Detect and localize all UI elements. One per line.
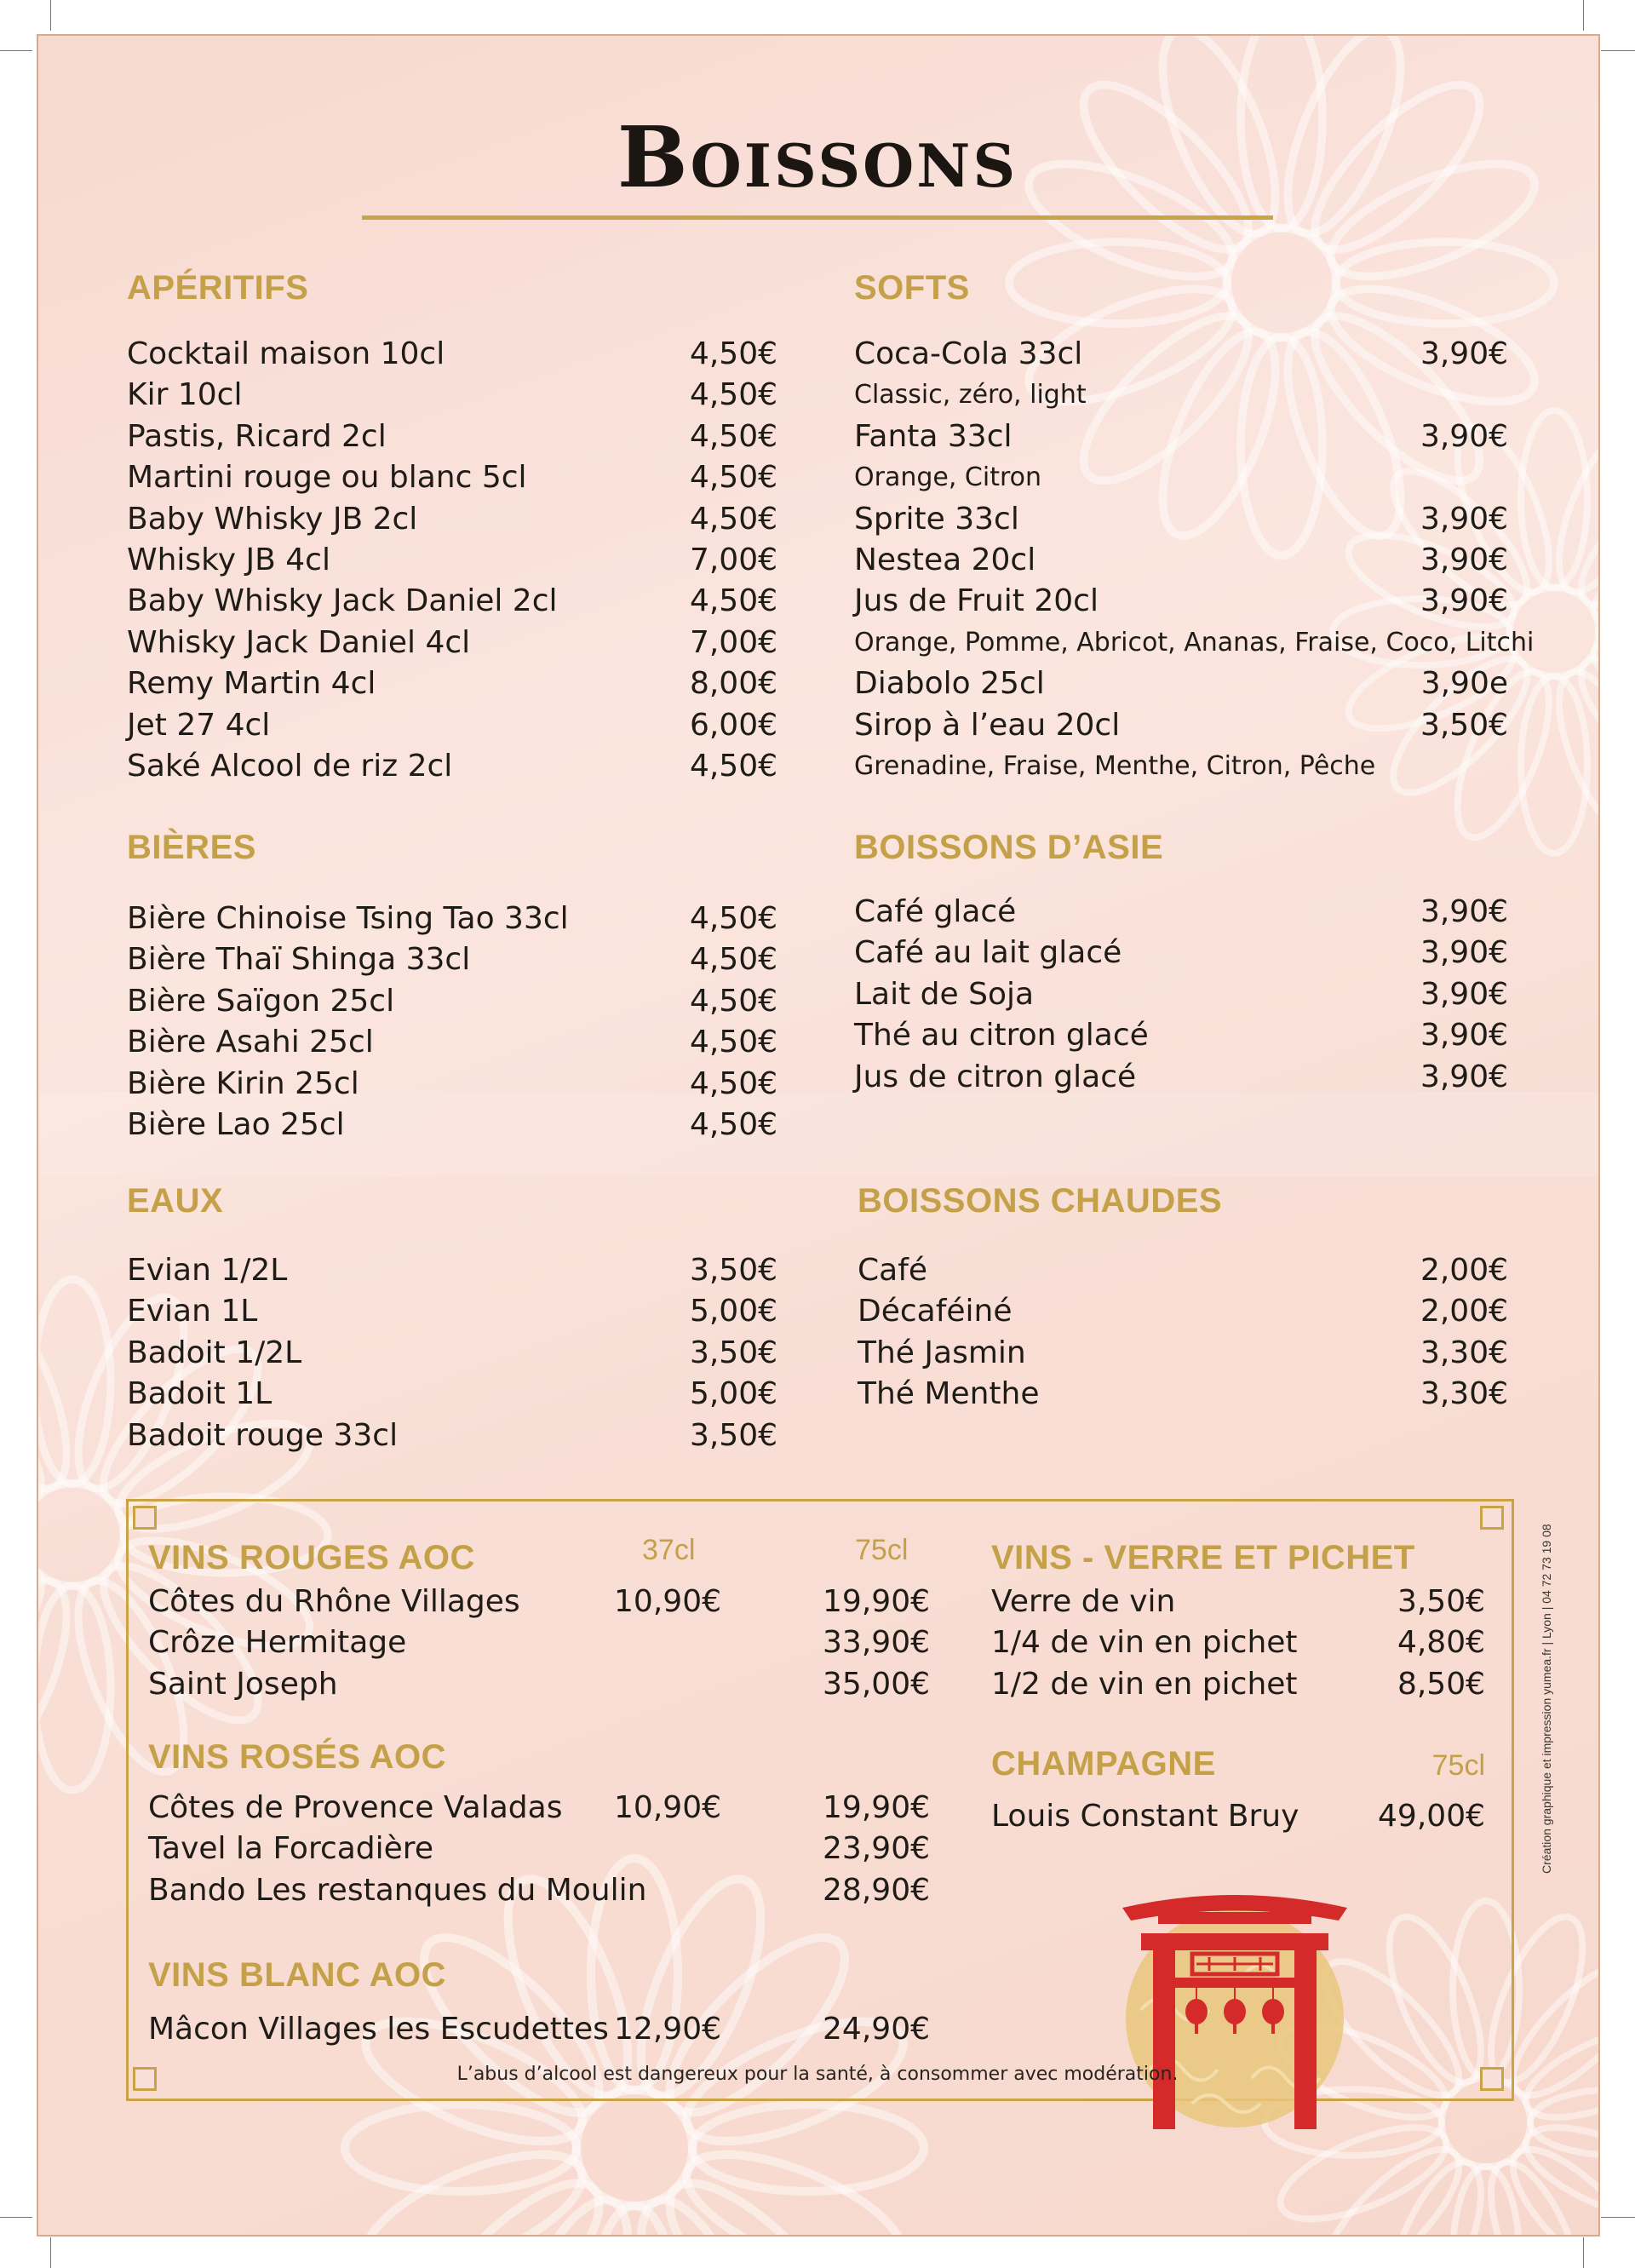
section-title: BIÈRES (127, 829, 256, 866)
item-name: Décaféiné (858, 1294, 1013, 1329)
menu-item (127, 1022, 777, 1063)
menu-item (854, 1015, 1508, 1056)
crop-mark (0, 50, 32, 51)
wine-item (148, 1622, 932, 1663)
item-name: Lait de Soja (854, 976, 1035, 1012)
item-name: 1/4 de vin en pichet (991, 1625, 1298, 1661)
menu-item (127, 899, 777, 939)
item-name: Evian 1/2L (127, 1253, 288, 1288)
item-price: 3,50€ (689, 1253, 777, 1288)
item-price: 5,00€ (689, 1294, 777, 1329)
crop-mark (1601, 2217, 1635, 2218)
price-37cl: 12,90€ (614, 2012, 721, 2047)
menu-item (854, 974, 1508, 1015)
price-75cl: 33,90€ (823, 1625, 930, 1661)
price-75cl: 28,90€ (823, 1872, 930, 1908)
item-name: Whisky JB 4cl (127, 542, 330, 577)
item-price: 2,00€ (1420, 1294, 1508, 1329)
item-name: Diabolo 25cl (854, 666, 1045, 702)
section-boissons-asie (854, 825, 1508, 1098)
menu-item (127, 457, 777, 498)
section-title: BOISSONS CHAUDES (858, 1182, 1223, 1220)
item-name: Orange, Citron (854, 462, 1042, 493)
item-price: 49,00€ (1378, 1799, 1485, 1834)
menu-item (127, 981, 777, 1022)
crop-mark (50, 0, 51, 31)
item-price: 6,00€ (689, 707, 777, 743)
menu-item (127, 1374, 777, 1415)
item-price: 8,00€ (689, 666, 777, 702)
section-softs (854, 266, 1535, 787)
chinese-gate-logo (1116, 1882, 1354, 2138)
menu-item (854, 334, 1508, 375)
menu-item (127, 1105, 777, 1145)
menu-item (854, 705, 1508, 746)
item-price: 4,50€ (689, 336, 777, 371)
menu-item (854, 499, 1508, 540)
menu-item (127, 1333, 777, 1374)
item-name: Bière Lao 25cl (127, 1106, 345, 1142)
item-name: Evian 1L (127, 1294, 258, 1329)
item-name: Jus de citron glacé (854, 1059, 1137, 1094)
section-vins-verre-pichet (991, 1536, 1485, 1705)
item-name: Classic, zéro, light (854, 380, 1087, 411)
item-name: Café glacé (854, 894, 1017, 929)
item-name: Badoit 1/2L (127, 1335, 302, 1370)
menu-item (854, 416, 1508, 457)
menu-item (127, 581, 777, 622)
item-name: Thé au citron glacé (854, 1018, 1149, 1054)
menu-item (858, 1374, 1508, 1415)
item-list (127, 334, 777, 787)
menu-item (854, 581, 1508, 622)
item-name: Bière Asahi 25cl (127, 1025, 374, 1060)
page-title: Boissons (617, 109, 1018, 207)
price-75cl: 19,90€ (823, 1584, 930, 1619)
item-name: Nestea 20cl (854, 542, 1036, 577)
volume-37-label: 37cl (642, 1534, 696, 1566)
item-price: 4,50€ (689, 748, 777, 784)
wine-name: Bando Les restanques du Moulin (148, 1872, 647, 1908)
item-price: 4,50€ (689, 460, 777, 496)
menu-item (858, 1250, 1508, 1291)
item-price: 3,90€ (1420, 583, 1508, 619)
wine-name: Tavel la Forcadière (148, 1831, 433, 1867)
item-description (854, 457, 1508, 498)
item-list (858, 1250, 1508, 1415)
item-list (991, 1582, 1485, 1705)
frame-corner (133, 1506, 157, 1530)
crop-mark (1583, 2237, 1584, 2268)
item-name: Cocktail maison 10cl (127, 336, 445, 371)
section-vins-rouges (148, 1536, 932, 1705)
price-75cl: 19,90€ (823, 1790, 930, 1825)
item-description (854, 623, 1535, 663)
menu-item (854, 933, 1508, 973)
item-name: Kir 10cl (127, 377, 243, 413)
item-price: 3,90€ (1420, 894, 1508, 929)
price-75cl: 23,90€ (823, 1831, 930, 1867)
wine-name: Crôze Hermitage (148, 1625, 407, 1661)
item-name: Coca-Cola 33cl (854, 336, 1083, 371)
item-list (991, 1796, 1485, 1837)
item-list (854, 334, 1535, 787)
item-name: Café (858, 1253, 928, 1288)
item-price: 7,00€ (689, 542, 777, 577)
wine-name: Côtes de Provence Valadas (148, 1790, 563, 1825)
item-price: 3,50€ (689, 1417, 777, 1453)
item-price: 3,30€ (1420, 1335, 1508, 1370)
menu-item (127, 1250, 777, 1291)
menu-item (991, 1664, 1485, 1705)
item-price: 3,90€ (1420, 1018, 1508, 1054)
wine-name: Mâcon Villages les Escudettes (148, 2012, 609, 2047)
menu-item (854, 1057, 1508, 1098)
section-title: APÉRITIFS (127, 269, 309, 307)
item-price: 3,90€ (1420, 1059, 1508, 1094)
item-price: 3,50€ (1420, 707, 1508, 743)
item-name: Baby Whisky Jack Daniel 2cl (127, 583, 558, 619)
crop-mark (0, 2217, 32, 2218)
item-price: 3,90€ (1420, 501, 1508, 537)
wine-item (148, 2009, 932, 2050)
item-price: 4,50€ (689, 501, 777, 537)
item-list (127, 899, 777, 1145)
wine-item (148, 1582, 932, 1622)
item-price: 3,50€ (689, 1335, 777, 1370)
item-name: Bière Chinoise Tsing Tao 33cl (127, 901, 569, 936)
item-price: 4,50€ (689, 1106, 777, 1142)
wine-item (148, 1788, 932, 1829)
menu-item (127, 375, 777, 416)
item-price: 5,00€ (689, 1376, 777, 1412)
item-description (854, 746, 1508, 787)
section-champagne (991, 1742, 1485, 1837)
item-name: Thé Jasmin (858, 1335, 1026, 1370)
menu-item (127, 746, 777, 787)
item-name: Louis Constant Bruy (991, 1799, 1299, 1834)
menu-item (854, 892, 1508, 933)
menu-item (127, 939, 777, 980)
item-name: Badoit 1L (127, 1376, 272, 1412)
wine-name: Saint Joseph (148, 1666, 338, 1702)
menu-item (127, 499, 777, 540)
credit-line: Création graphique et impression yumea.fr | Lyon | 04 72 73 19 08 (1540, 1524, 1553, 1874)
section-title: VINS BLANC AOC (148, 1956, 446, 1994)
item-price: 8,50€ (1397, 1666, 1485, 1702)
item-name: Baby Whisky JB 2cl (127, 501, 418, 537)
price-75cl: 35,00€ (823, 1666, 930, 1702)
item-name: Pastis, Ricard 2cl (127, 418, 387, 454)
section-title: CHAMPAGNE (991, 1745, 1216, 1783)
volume-75-label: 75cl (855, 1534, 909, 1566)
section-eaux (127, 1179, 777, 1456)
item-price: 4,50€ (689, 1025, 777, 1060)
crop-mark (50, 2237, 51, 2268)
crop-mark (1601, 50, 1635, 51)
item-name: Sirop à l’eau 20cl (854, 707, 1121, 743)
item-price: 3,30€ (1420, 1376, 1508, 1412)
price-37cl: 10,90€ (614, 1790, 721, 1825)
item-name: Fanta 33cl (854, 418, 1013, 454)
item-price: 3,90€ (1420, 336, 1508, 371)
section-title: BOISSONS D’ASIE (854, 829, 1164, 866)
item-list (127, 1250, 777, 1456)
price-37cl: 10,90€ (614, 1584, 721, 1619)
item-name: Jet 27 4cl (127, 707, 271, 743)
wine-list (148, 1788, 932, 1911)
wine-item (148, 1870, 932, 1911)
menu-item (854, 540, 1508, 581)
item-name: Sprite 33cl (854, 501, 1019, 537)
item-price: 3,90€ (1420, 935, 1508, 971)
menu-item (854, 663, 1508, 704)
wine-name: Côtes du Rhône Villages (148, 1584, 520, 1619)
item-name: Bière Thaï Shinga 33cl (127, 942, 471, 978)
menu-item (127, 540, 777, 581)
section-boissons-chaudes (858, 1179, 1508, 1415)
item-name: 1/2 de vin en pichet (991, 1666, 1298, 1702)
frame-corner (1480, 1506, 1504, 1530)
item-price: 3,50€ (1397, 1584, 1485, 1619)
item-name: Badoit rouge 33cl (127, 1417, 399, 1453)
item-price: 4,50€ (689, 583, 777, 619)
item-price: 3,90€ (1420, 418, 1508, 454)
item-name: Saké Alcool de riz 2cl (127, 748, 453, 784)
wine-list (148, 2009, 932, 2050)
item-name: Bière Kirin 25cl (127, 1065, 359, 1101)
section-title: EAUX (127, 1182, 224, 1220)
menu-item (127, 623, 777, 663)
wine-item (148, 1829, 932, 1869)
item-list (854, 892, 1508, 1098)
item-price: 2,00€ (1420, 1253, 1508, 1288)
item-price: 4,50€ (689, 418, 777, 454)
section-bieres (127, 825, 777, 1145)
item-name: Remy Martin 4cl (127, 666, 376, 702)
item-price: 4,50€ (689, 901, 777, 936)
menu-item (127, 1415, 777, 1456)
item-name: Verre de vin (991, 1584, 1176, 1619)
menu-item (991, 1796, 1485, 1837)
item-price: 4,50€ (689, 983, 777, 1019)
menu-item (127, 663, 777, 704)
champagne-volume: 75cl (1431, 1749, 1485, 1782)
item-price: 3,90€ (1420, 976, 1508, 1012)
crop-mark (1583, 0, 1584, 31)
item-name: Orange, Pomme, Abricot, Ananas, Fraise, Coco, Litchi (854, 627, 1535, 657)
price-75cl: 24,90€ (823, 2012, 930, 2047)
item-price: 4,50€ (689, 1065, 777, 1101)
section-vins-roses (148, 1735, 932, 1911)
section-title: VINS ROUGES AOC (148, 1539, 475, 1576)
item-name: Bière Saïgon 25cl (127, 983, 395, 1019)
item-name: Café au lait glacé (854, 935, 1122, 971)
menu-item (858, 1333, 1508, 1374)
item-name: Whisky Jack Daniel 4cl (127, 624, 471, 660)
menu-item (127, 334, 777, 375)
wine-item (148, 1664, 932, 1705)
section-aperitifs (127, 266, 777, 787)
item-name: Jus de Fruit 20cl (854, 583, 1099, 619)
section-vins-blanc (148, 1953, 932, 2050)
section-title: VINS ROSÉS AOC (148, 1738, 447, 1776)
wine-list (148, 1582, 932, 1705)
item-price: 3,90€ (1420, 542, 1508, 577)
menu-item (127, 1064, 777, 1105)
item-name: Thé Menthe (858, 1376, 1040, 1412)
item-price: 4,80€ (1397, 1625, 1485, 1661)
item-price: 4,50€ (689, 377, 777, 413)
item-price: 4,50€ (689, 942, 777, 978)
menu-item (127, 705, 777, 746)
alcohol-disclaimer: L’abus d’alcool est dangereux pour la santé, à consommer avec modération. (456, 2064, 1179, 2085)
item-price: 7,00€ (689, 624, 777, 660)
menu-item (991, 1622, 1485, 1663)
item-price: 3,90e (1420, 666, 1508, 702)
section-title: SOFTS (854, 269, 970, 307)
item-description (854, 375, 1508, 416)
menu-item (991, 1582, 1485, 1622)
item-name: Martini rouge ou blanc 5cl (127, 460, 527, 496)
section-title: VINS - VERRE ET PICHET (991, 1539, 1415, 1576)
title-underline (362, 215, 1273, 220)
menu-item (127, 416, 777, 457)
menu-item (858, 1291, 1508, 1332)
menu-item (127, 1291, 777, 1332)
item-name: Grenadine, Fraise, Menthe, Citron, Pêche (854, 750, 1376, 781)
